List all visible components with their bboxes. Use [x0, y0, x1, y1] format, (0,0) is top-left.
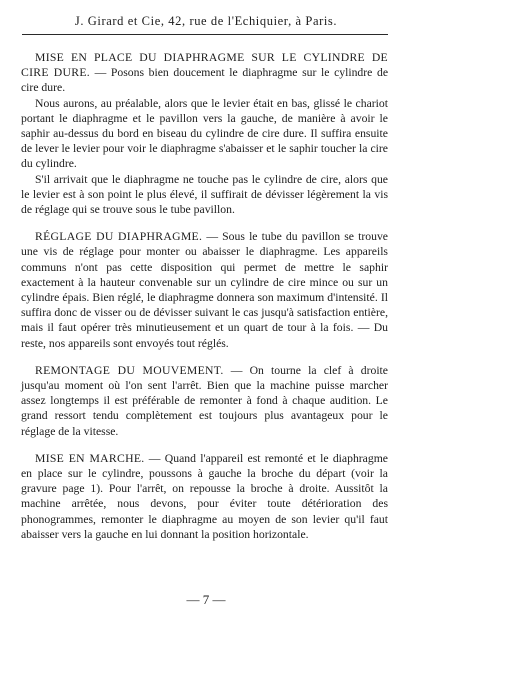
page-body [21, 50, 388, 542]
paragraph-text: — Posons bien doucement le diaphragme sur le cylindre de cire dure. [21, 66, 389, 95]
section-heading: MISE EN PLACE DU DIAPHRAGME SUR LE CYLINDRE DE CIRE DURE. [21, 51, 388, 80]
section-diaphragm-adjustment [21, 229, 388, 351]
page-number: — 7 — [186, 592, 226, 607]
section-winding [21, 363, 388, 439]
section-heading: REMONTAGE DU MOUVEMENT. [35, 363, 224, 377]
section-paragraph [21, 50, 388, 96]
section-start [21, 451, 388, 542]
paragraph-text: — On tourne la clef à droite jusqu'au moment où l'on sent l'arrêt. Bien que la machine puisse marcher assez longtemps il est préférable de remonter à fond à chaque audition. Le grand ressort tendu complètement est toujours plus avantageux pour le réglage de la vitesse. [21, 363, 388, 438]
section-heading: RÉGLAGE DU DIAPHRAGME. [35, 230, 203, 244]
section-paragraph [21, 451, 388, 542]
section-heading: MISE EN MARCHE. [35, 451, 145, 465]
paragraph-text: — Quand l'appareil est remonté et le diaphragme en place sur le cylindre, poussons à gauche la broche du départ (voir la gravure page 1). Pour l'arrêt, on repousse la broche à droite. Aussitôt la machine arrêtée, nous devons, pour éviter toute détérioration des phonogrammes, remonter le diaphragme au moyen de son levier qu'il faut abaisser vers la gauche en lui donnant la position horizontale. [21, 451, 388, 541]
section-gap [21, 217, 388, 229]
section-diaphragm-placement [21, 50, 388, 217]
section-gap [21, 351, 388, 363]
paragraph-text: — Sous le tube du pavillon se trouve une vis de réglage pour monter ou abaisser le diaphragme. Les appareils communs n'ont pas cette disposition qui permet de mettre le saphir exactement à la hauteur convenable sur un cylindre de cire mince ou sur un cylindre épais. Bien réglé, le diaphragme donnera son maximum d'intensité. Il suffira donc de visser ou de dévisser suivant le cas jusqu'à satisfaction entière, mais il faut opérer très minutieusement et un quart de tour à la fois. — Du reste, nos appareils sont envoyés tout réglés. [21, 230, 388, 350]
header-rule [22, 34, 388, 35]
section-paragraph: S'il arrivait que le diaphragme ne touche pas le cylindre de cire, alors que le levier est à son point le plus élevé, il suffirait de dévisser légèrement la vis de réglage qui se trouve sous le tube pavillon. [21, 172, 388, 217]
section-paragraph [21, 229, 388, 351]
section-paragraph: Nous aurons, au préalable, alors que le levier était en bas, glissé le chariot portant le diaphragme et le pavillon vers la gauche, de manière à avoir le saphir au-dessus du bord en biseau du cylindre de cire dure. Il suffira ensuite de lever le levier pour voir le diaphragme s'abaisser et le saphir toucher la cire du cylindre. [21, 96, 388, 171]
running-header: J. Girard et Cie, 42, rue de l'Echiquier, à Paris. [74, 14, 338, 28]
section-paragraph [21, 363, 388, 439]
section-gap [21, 439, 388, 451]
